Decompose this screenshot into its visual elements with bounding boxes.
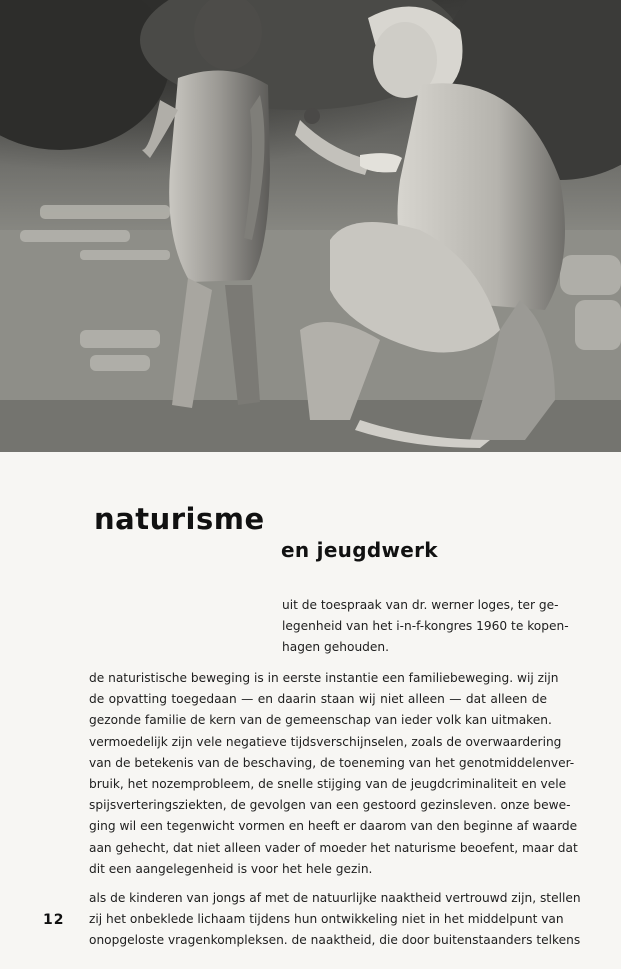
body-line: de opvatting toegedaan — en daarin staan wij niet alleen — dat alleen de [89, 692, 547, 707]
paragraph-2 [89, 888, 581, 952]
article-title: naturisme [94, 502, 265, 536]
paragraph-gap [89, 880, 547, 888]
photo [0, 0, 621, 452]
body-line: van de betekenis van de beschaving, de toeneming van het genotmiddelenver- [89, 755, 575, 770]
body-text [89, 668, 581, 952]
body-line: spijsverteringsziekten, de gevolgen van een gestoord gezinsleven. onze bewe- [89, 798, 571, 813]
photo-illustration [0, 0, 621, 452]
body-line: zij het onbeklede lichaam tijdens hun ontwikkeling niet in het middelpunt van [89, 912, 564, 927]
article-subtitle: en jeugdwerk [281, 538, 438, 562]
intro-text [282, 595, 569, 658]
intro-line: hagen gehouden. [282, 640, 389, 654]
body-line: dit een aangelegenheid is voor het hele gezin. [89, 861, 373, 876]
body-line: vermoedelijk zijn vele negatieve tijdsverschijnselen, zoals de overwaardering [89, 734, 562, 749]
body-line: bruik, het nozemprobleem, de snelle stijging van de jeugdcriminaliteit en vele [89, 777, 567, 792]
page-number: 12 [43, 912, 65, 928]
body-line: aan gehecht, dat niet alleen vader of moeder het naturisme beoefent, maar dat [89, 840, 578, 855]
intro-line: legenheid van het i-n-f-kongres 1960 te kopen- [282, 619, 569, 633]
paragraph-1 [89, 668, 578, 880]
body-line: gezonde familie de kern van de gemeenschap van ieder volk kan uitmaken. [89, 713, 552, 728]
body-line: de naturistische beweging is in eerste instantie een familiebeweging. wij zijn [89, 671, 559, 685]
body-line: als de kinderen van jongs af met de natuurlijke naaktheid vertrouwd zijn, stellen [89, 891, 581, 906]
body-line: ging wil een tegenwicht vormen en heeft er daarom van den beginne af waarde [89, 819, 578, 834]
intro-line: uit de toespraak van dr. werner loges, ter ge- [282, 598, 559, 612]
body-line: onopgeloste vragenkompleksen. de naaktheid, die door buitenstaanders telkens [89, 933, 581, 948]
